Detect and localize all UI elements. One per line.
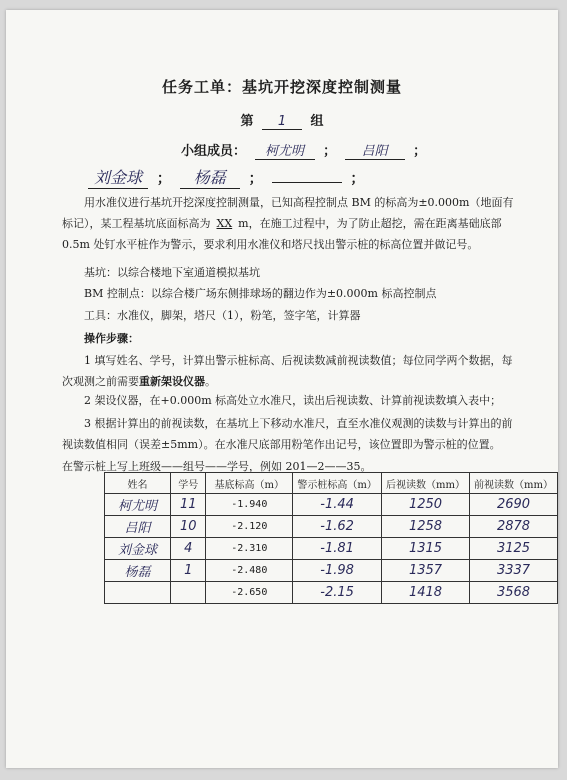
step-1-end: 。 <box>205 375 216 388</box>
cell-warning-elevation: -1.98 <box>293 560 382 582</box>
steps-heading: 操作步骤： <box>84 332 139 345</box>
cell-name: 杨磊 <box>105 560 171 582</box>
step-1-emphasis: 重新架设仪器 <box>139 375 205 388</box>
header-student-id: 学号 <box>171 473 206 494</box>
intro-paragraph <box>62 192 514 255</box>
base-elevation-value: XX <box>216 217 233 230</box>
cell-backsight: 1250 <box>382 494 470 516</box>
member-name: 柯尤明 <box>255 140 315 160</box>
cell-student-id: 1 <box>171 560 206 582</box>
table-row <box>105 582 558 604</box>
cell-student-id: 11 <box>171 494 206 516</box>
worksheet-page <box>6 10 558 768</box>
cell-base-elevation: -2.650 <box>206 582 293 604</box>
separator: ； <box>156 171 171 187</box>
table-row <box>105 494 558 516</box>
cell-base-elevation: -2.310 <box>206 538 293 560</box>
marking-note: 在警示桩上写上班级——组号——学号，例如 201—2——35。 <box>62 460 372 473</box>
members-label: 小组成员： <box>181 144 247 159</box>
header-warning-stake-elevation: 警示桩标高（m） <box>293 473 382 494</box>
group-prefix: 第 <box>240 114 254 129</box>
table-header-row <box>105 473 558 494</box>
header-base-elevation: 基底标高（m） <box>206 473 293 494</box>
cell-name: 吕阳 <box>105 516 171 538</box>
member-name: 吕阳 <box>345 140 405 160</box>
site-line: 基坑：以综合楼地下室通道模拟基坑 <box>84 266 260 279</box>
cell-foresight: 3337 <box>470 560 558 582</box>
intro-text-1: 用水准仪进行基坑开挖深度控制测量，已知高程控制点 BM 的标高为±0.000m（地面有标记），某工程基坑底面标高为 <box>62 196 514 230</box>
cell-backsight: 1418 <box>382 582 470 604</box>
cell-base-elevation: -1.940 <box>206 494 293 516</box>
table-row <box>105 516 558 538</box>
step-3: 3 根据计算出的前视读数，在基坑上下移动水准尺，直至水准仪观测的读数与计算出的前视读数值相同（误差±5mm）。在水准尺底部用粉笔作出记号，该位置即为警示桩的位置。 <box>62 417 513 451</box>
cell-name: 柯尤明 <box>105 494 171 516</box>
cell-warning-elevation: -1.44 <box>293 494 382 516</box>
cell-base-elevation: -2.480 <box>206 560 293 582</box>
member-name: 杨磊 <box>180 165 240 189</box>
table-row <box>105 560 558 582</box>
cell-warning-elevation: -2.15 <box>293 582 382 604</box>
cell-foresight: 2690 <box>470 494 558 516</box>
cell-base-elevation: -2.120 <box>206 516 293 538</box>
members-row-1 <box>181 140 426 160</box>
step-1-text: 1 填写姓名、学号，计算出警示桩标高、后视读数减前视读数值；每位同学两个数据，每次观测之前需要 <box>62 354 513 388</box>
cell-name: 刘金球 <box>105 538 171 560</box>
intro-text-2: m，在施工过程中，为了防止超挖，需在距离基础底部 0.5m 处钉水平桩作为警示，要求利用水准仪和塔尺找出警示桩的标高位置并做记号。 <box>62 217 502 251</box>
cell-name <box>105 582 171 604</box>
bm-point-line: BM 控制点：以综合楼广场东侧排球场的翻边作为±0.000m 标高控制点 <box>84 287 437 300</box>
cell-foresight: 3125 <box>470 538 558 560</box>
cell-student-id: 4 <box>171 538 206 560</box>
step-1 <box>62 350 514 392</box>
separator: ； <box>350 171 365 187</box>
header-foresight: 前视读数（mm） <box>470 473 558 494</box>
cell-backsight: 1357 <box>382 560 470 582</box>
tools-line: 工具：水准仪，脚架，塔尺（1），粉笔，签字笔，计算器 <box>84 309 361 322</box>
table-row <box>105 538 558 560</box>
header-backsight: 后视读数（mm） <box>382 473 470 494</box>
cell-warning-elevation: -1.81 <box>293 538 382 560</box>
step-2: 2 架设仪器，在+0.000m 标高处立水准尺，读出后视读数、计算前视读数填入表中； <box>84 394 502 407</box>
cell-foresight: 2878 <box>470 516 558 538</box>
group-number: 1 <box>262 114 302 130</box>
cell-student-id: 10 <box>171 516 206 538</box>
members-row-2 <box>84 165 364 189</box>
separator: ； <box>323 144 337 159</box>
cell-backsight: 1258 <box>382 516 470 538</box>
page-title: 任务工单：基坑开挖深度控制测量 <box>161 78 402 96</box>
header-name: 姓名 <box>105 473 171 494</box>
separator: ； <box>413 144 427 159</box>
measurement-table <box>104 472 558 604</box>
cell-foresight: 3568 <box>470 582 558 604</box>
member-name-empty <box>272 182 342 183</box>
group-line <box>6 110 558 130</box>
group-suffix: 组 <box>310 114 324 129</box>
member-name: 刘金球 <box>88 165 148 189</box>
separator: ； <box>248 171 263 187</box>
cell-warning-elevation: -1.62 <box>293 516 382 538</box>
cell-student-id <box>171 582 206 604</box>
cell-backsight: 1315 <box>382 538 470 560</box>
